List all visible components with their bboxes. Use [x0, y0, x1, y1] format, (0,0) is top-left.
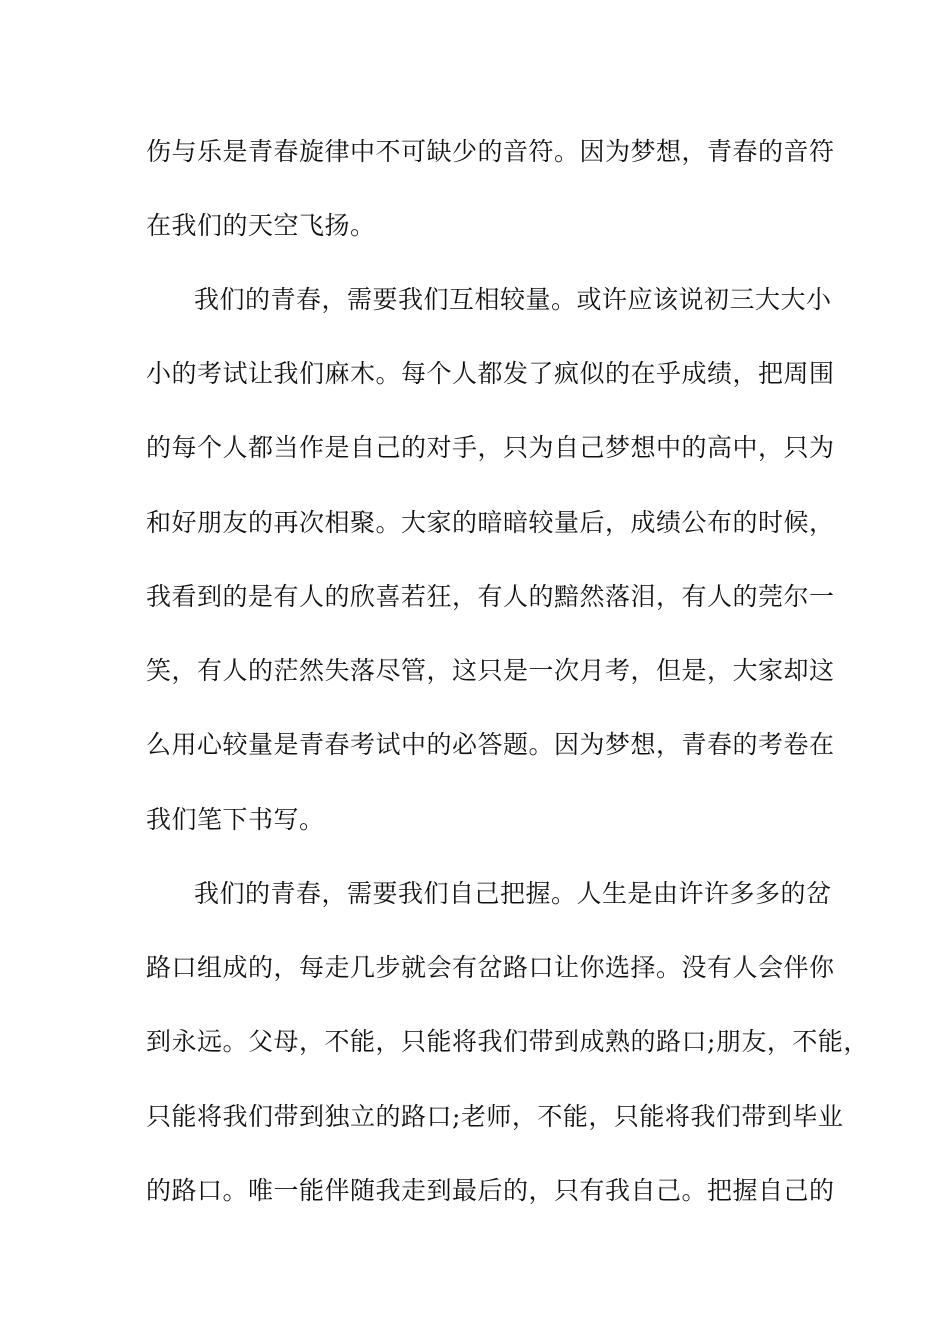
- text-line: 和好朋友的再次相聚。大家的暗暗较量后，成绩公布的时候，: [146, 508, 835, 537]
- text-line: 在我们的天空飞扬。: [146, 211, 376, 240]
- text-line: 小的考试让我们麻木。每个人都发了疯似的在乎成绩，把周围: [146, 359, 835, 388]
- text-line: 到永远。父母，不能，只能将我们带到成熟的路口;朋友，不能，: [146, 1027, 869, 1056]
- text-line: 伤与乐是青春旋律中不可缺少的音符。因为梦想，青春的音符: [146, 137, 835, 166]
- text-line: 我们笔下书写。: [146, 805, 325, 834]
- paragraph-first-line: 我们的青春，需要我们互相较量。或许应该说初三大大小: [194, 285, 832, 314]
- text-line: 的路口。唯一能伴随我走到最后的，只有我自己。把握自己的: [146, 1176, 835, 1205]
- text-line: 我看到的是有人的欣喜若狂，有人的黯然落泪，有人的莞尔一: [146, 582, 835, 611]
- text-line: 只能将我们带到独立的路口;老师，不能，只能将我们带到毕业: [146, 1102, 844, 1131]
- text-line: 的每个人都当作是自己的对手，只为自己梦想中的高中，只为: [146, 433, 835, 462]
- paragraph-first-line: 我们的青春，需要我们自己把握。人生是由许许多多的岔: [194, 879, 832, 908]
- text-line: 路口组成的，每走几步就会有岔路口让你选择。没有人会伴你: [146, 953, 835, 982]
- text-line: 笑，有人的茫然失落尽管，这只是一次月考，但是，大家却这: [146, 656, 835, 685]
- text-line: 么用心较量是青春考试中的必答题。因为梦想，青春的考卷在: [146, 730, 835, 759]
